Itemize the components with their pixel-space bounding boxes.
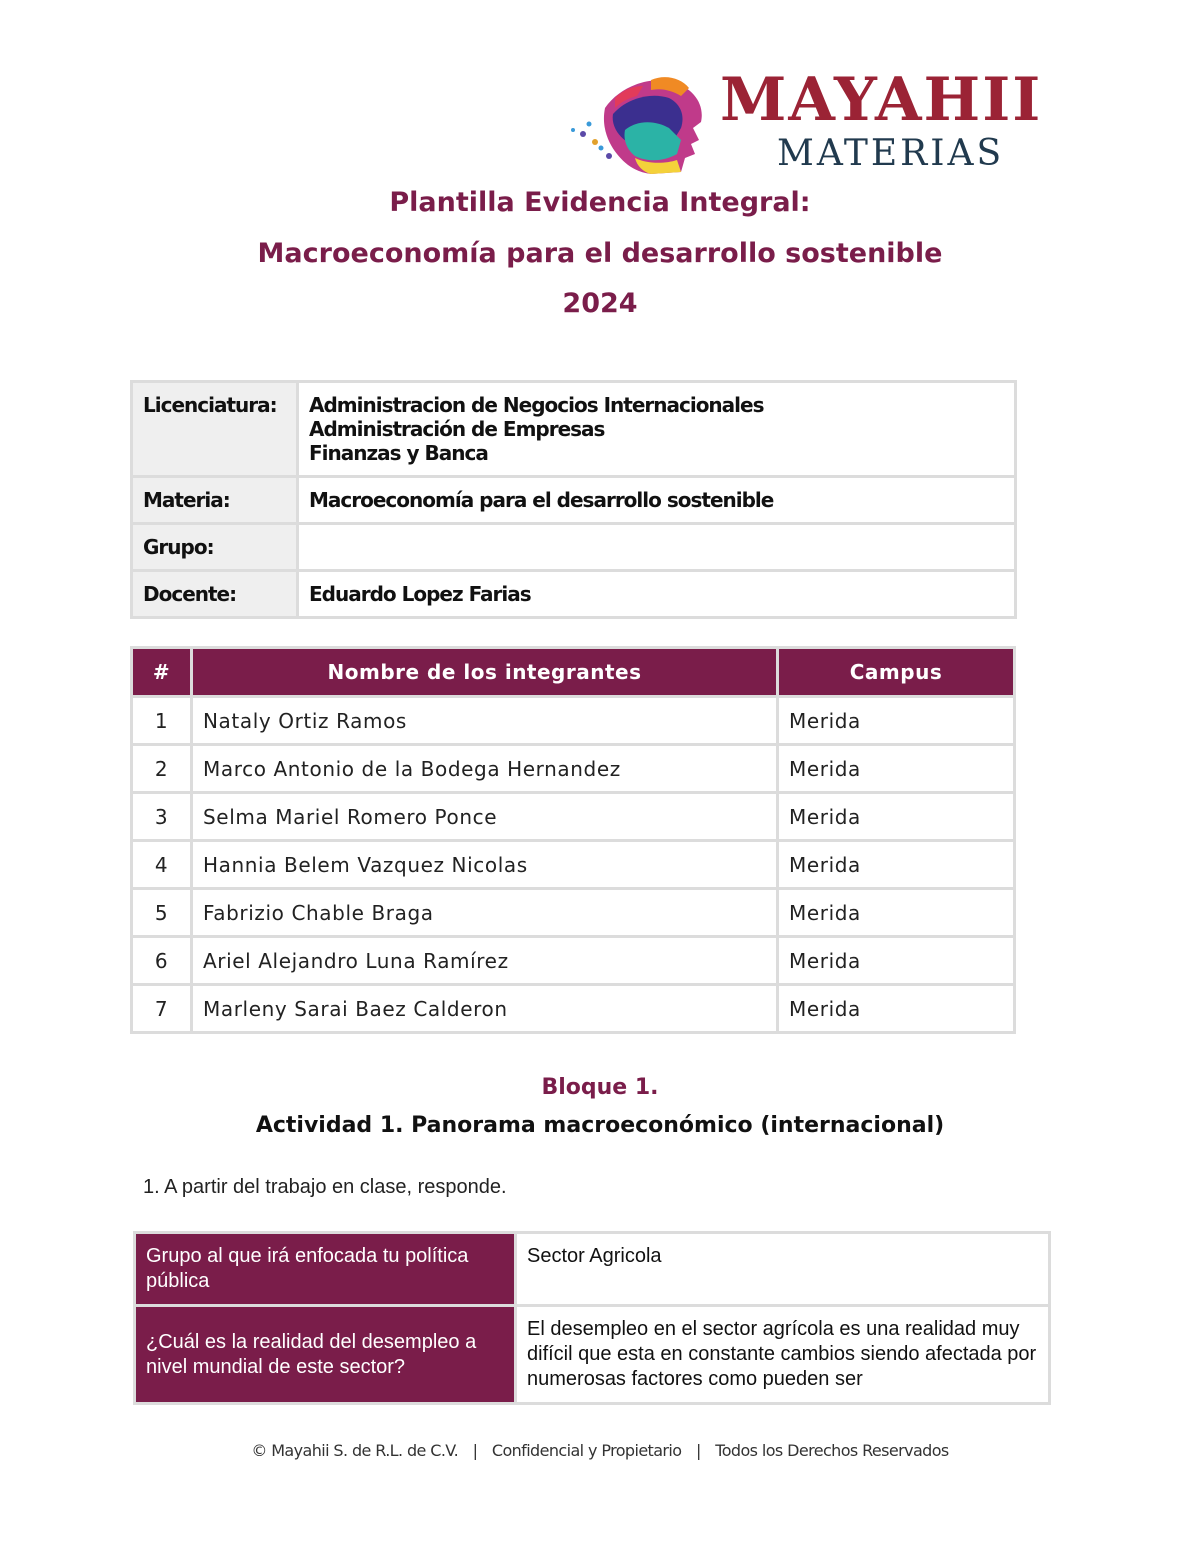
docente-row xyxy=(132,571,1016,618)
member-number: 3 xyxy=(132,793,192,841)
instruction-text: 1. A partir del trabajo en clase, responde. xyxy=(143,1176,507,1198)
materia-label: Materia: xyxy=(132,477,298,524)
footer-rights: Todos los Derechos Reservados xyxy=(715,1441,949,1460)
table-row xyxy=(132,937,1015,985)
member-campus: Merida xyxy=(778,697,1015,745)
member-name: Marleny Sarai Baez Calderon xyxy=(192,985,778,1033)
grupo-label: Grupo: xyxy=(132,524,298,571)
answer-cell: Sector Agricola xyxy=(516,1233,1050,1306)
question-row xyxy=(135,1306,1050,1404)
member-number: 1 xyxy=(132,697,192,745)
activity-heading: Actividad 1. Panorama macroeconómico (internacional) xyxy=(255,1113,945,1138)
licenciatura-value: Administracion de Negocios Internacionales xyxy=(309,393,764,417)
table-row xyxy=(132,841,1015,889)
member-campus: Merida xyxy=(778,793,1015,841)
member-campus: Merida xyxy=(778,889,1015,937)
licenciatura-label: Licenciatura: xyxy=(132,382,298,477)
member-number: 4 xyxy=(132,841,192,889)
member-campus: Merida xyxy=(778,937,1015,985)
licenciatura-value: Finanzas y Banca xyxy=(309,441,488,465)
block-heading: Bloque 1. xyxy=(541,1075,659,1100)
member-name: Ariel Alejandro Luna Ramírez xyxy=(192,937,778,985)
member-number: 2 xyxy=(132,745,192,793)
member-name: Fabrizio Chable Braga xyxy=(192,889,778,937)
grupo-value xyxy=(298,524,1016,571)
licenciatura-values xyxy=(298,382,1016,477)
course-info-table xyxy=(130,380,1017,619)
materia-row xyxy=(132,477,1016,524)
table-row xyxy=(132,793,1015,841)
docente-value: Eduardo Lopez Farias xyxy=(298,571,1016,618)
member-name: Marco Antonio de la Bodega Hernandez xyxy=(192,745,778,793)
footer-separator: | xyxy=(472,1441,478,1460)
question-cell: Grupo al que irá enfocada tu política pública xyxy=(135,1233,516,1306)
table-row xyxy=(132,697,1015,745)
questions-table xyxy=(133,1231,1051,1405)
member-number: 7 xyxy=(132,985,192,1033)
grupo-row xyxy=(132,524,1016,571)
member-campus: Merida xyxy=(778,745,1015,793)
member-number: 6 xyxy=(132,937,192,985)
member-name: Nataly Ortiz Ramos xyxy=(192,697,778,745)
members-table xyxy=(130,646,1016,1034)
column-header-number: # xyxy=(132,648,192,697)
answer-cell: El desempleo en el sector agrícola es una realidad muy difícil que esta en constante cambios siendo afectada por numerosas factores como pueden ser xyxy=(516,1306,1050,1404)
member-name: Hannia Belem Vazquez Nicolas xyxy=(192,841,778,889)
licenciatura-row xyxy=(132,382,1016,477)
document-title: Plantilla Evidencia Integral: xyxy=(389,187,811,218)
logo-wordmark: MAYAHII xyxy=(720,65,1043,135)
member-campus: Merida xyxy=(778,985,1015,1033)
footer-separator: | xyxy=(695,1441,701,1460)
colorful-head-logo-icon xyxy=(565,68,715,178)
page-footer xyxy=(0,1441,1200,1460)
materia-value: Macroeconomía para el desarrollo sostenible xyxy=(298,477,1016,524)
footer-confidential: Confidencial y Propietario xyxy=(491,1441,682,1460)
table-row xyxy=(132,889,1015,937)
member-number: 5 xyxy=(132,889,192,937)
document-year: 2024 xyxy=(562,288,638,319)
member-name: Selma Mariel Romero Ponce xyxy=(192,793,778,841)
table-row xyxy=(132,745,1015,793)
docente-label: Docente: xyxy=(132,571,298,618)
table-row xyxy=(132,985,1015,1033)
question-row xyxy=(135,1233,1050,1306)
members-header-row xyxy=(132,648,1015,697)
column-header-name: Nombre de los integrantes xyxy=(192,648,778,697)
document-subject: Macroeconomía para el desarrollo sostenible xyxy=(257,238,943,269)
footer-copyright: © Mayahii S. de R.L. de C.V. xyxy=(251,1441,459,1460)
logo-subtitle: MATERIAS xyxy=(777,133,1005,174)
mayahii-logo xyxy=(565,65,1055,178)
licenciatura-value: Administración de Empresas xyxy=(309,417,605,441)
question-cell: ¿Cuál es la realidad del desempleo a nivel mundial de este sector? xyxy=(135,1306,516,1404)
column-header-campus: Campus xyxy=(778,648,1015,697)
member-campus: Merida xyxy=(778,841,1015,889)
